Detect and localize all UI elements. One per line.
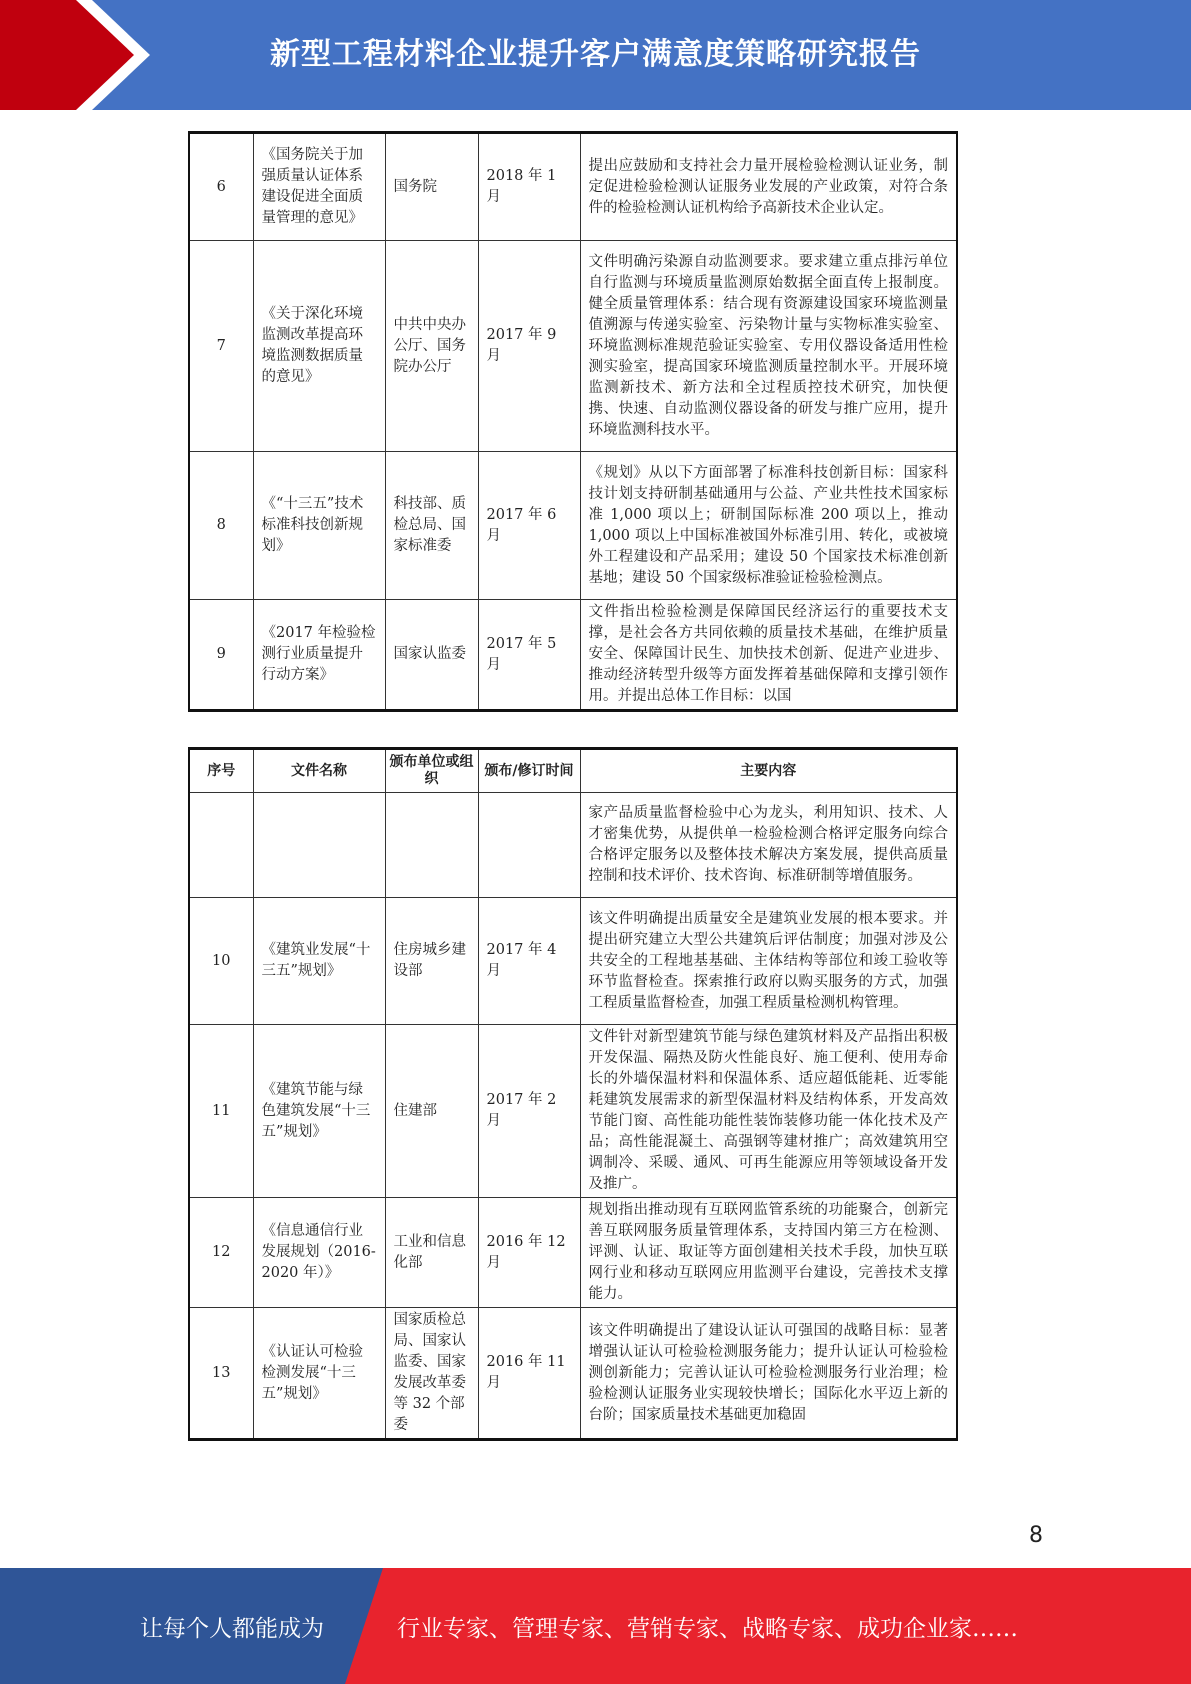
document-name: 《关于深化环境监测改革提高环境监测数据质量的意见》 bbox=[253, 241, 385, 452]
policy-table-continued bbox=[188, 131, 958, 712]
row-number: 11 bbox=[189, 1025, 253, 1198]
issuing-org: 住建部 bbox=[385, 1025, 478, 1198]
row-number: 9 bbox=[189, 600, 253, 711]
issuing-org: 国务院 bbox=[385, 133, 478, 241]
policy-table bbox=[188, 747, 958, 1441]
table-row bbox=[189, 1308, 957, 1440]
row-number bbox=[189, 793, 253, 898]
main-content: 家产品质量监督检验中心为龙头，利用知识、技术、人才密集优势，从提供单一检验检测合格评定服务向综合合格评定服务以及整体技术解决方案发展，提供高质量控制和技术评价、技术咨询、标准研制等增值服务。 bbox=[580, 793, 957, 898]
table-row bbox=[189, 452, 957, 600]
table-row bbox=[189, 133, 957, 241]
document-name: 《建筑节能与绿色建筑发展“十三五”规划》 bbox=[253, 1025, 385, 1198]
issuing-org: 住房城乡建设部 bbox=[385, 898, 478, 1025]
table-row bbox=[189, 793, 957, 898]
row-number: 13 bbox=[189, 1308, 253, 1440]
issuing-org: 科技部、质检总局、国家标准委 bbox=[385, 452, 478, 600]
main-content: 该文件明确提出质量安全是建筑业发展的根本要求。并提出研究建立大型公共建筑后评估制度；加强对涉及公共安全的工程地基基础、主体结构等部位和竣工验收等环节监督检查。探索推行政府以购买服务的方式，加强工程质量监督检查，加强工程质量检测机构管理。 bbox=[580, 898, 957, 1025]
issue-date: 2017 年 2 月 bbox=[478, 1025, 580, 1198]
row-number: 6 bbox=[189, 133, 253, 241]
issue-date: 2016 年 11 月 bbox=[478, 1308, 580, 1440]
document-name: 《信息通信行业发展规划（2016-2020 年）》 bbox=[253, 1198, 385, 1308]
issue-date: 2017 年 5 月 bbox=[478, 600, 580, 711]
table-row bbox=[189, 1025, 957, 1198]
document-name: 《国务院关于加强质量认证体系建设促进全面质量管理的意见》 bbox=[253, 133, 385, 241]
main-content: 该文件明确提出了建设认证认可强国的战略目标：显著增强认证认可检验检测服务能力；提升认证认可检验检测创新能力；完善认证认可检验检测服务行业治理；检验检测认证服务业实现较快增长；国际化水平迈上新的台阶；国家质量技术基础更加稳固 bbox=[580, 1308, 957, 1440]
table-row bbox=[189, 898, 957, 1025]
footer-banner bbox=[0, 1568, 1191, 1684]
header-issue-date: 颁布/修订时间 bbox=[478, 749, 580, 793]
document-name: 《建筑业发展“十三五”规划》 bbox=[253, 898, 385, 1025]
document-name: 《“十三五”技术标准科技创新规划》 bbox=[253, 452, 385, 600]
row-number: 12 bbox=[189, 1198, 253, 1308]
main-content: 提出应鼓励和支持社会力量开展检验检测认证业务，制定促进检验检测认证服务业发展的产业政策，对符合条件的检验检测认证机构给予高新技术企业认定。 bbox=[580, 133, 957, 241]
issue-date: 2016 年 12 月 bbox=[478, 1198, 580, 1308]
footer-slogan-left: 让每个人都能成为 bbox=[140, 1615, 324, 1642]
row-number: 8 bbox=[189, 452, 253, 600]
header-issuing-org: 颁布单位或组织 bbox=[385, 749, 478, 793]
issue-date: 2017 年 9 月 bbox=[478, 241, 580, 452]
header-document-name: 文件名称 bbox=[253, 749, 385, 793]
table-row bbox=[189, 1198, 957, 1308]
issue-date: 2018 年 1 月 bbox=[478, 133, 580, 241]
document-name: 《2017 年检验检测行业质量提升行动方案》 bbox=[253, 600, 385, 711]
main-content: 规划指出推动现有互联网监管系统的功能聚合，创新完善互联网服务质量管理体系，支持国内第三方在检测、评测、认证、取证等方面创建相关技术手段，加快互联网行业和移动互联网应用监测平台建设，完善技术支撑能力。 bbox=[580, 1198, 957, 1308]
issuing-org: 国家认监委 bbox=[385, 600, 478, 711]
table-row bbox=[189, 600, 957, 711]
issuing-org: 中共中央办公厅、国务院办公厅 bbox=[385, 241, 478, 452]
row-number: 10 bbox=[189, 898, 253, 1025]
issue-date: 2017 年 4 月 bbox=[478, 898, 580, 1025]
report-title: 新型工程材料企业提升客户满意度策略研究报告 bbox=[270, 37, 921, 72]
header-banner bbox=[0, 0, 1191, 110]
row-number: 7 bbox=[189, 241, 253, 452]
main-content: 文件针对新型建筑节能与绿色建筑材料及产品指出积极开发保温、隔热及防火性能良好、施工便利、使用寿命长的外墙保温材料和保温体系、适应超低能耗、近零能耗建筑发展需求的新型保温材料及结构体系，开发高效节能门窗、高性能功能性装饰装修功能一体化技术及产品；高性能混凝土、高强钢等建材推广；高效建筑用空调制冷、采暖、通风、可再生能源应用等领域设备开发及推广。 bbox=[580, 1025, 957, 1198]
table-row bbox=[189, 241, 957, 452]
issuing-org bbox=[385, 793, 478, 898]
header-main-content: 主要内容 bbox=[580, 749, 957, 793]
issue-date bbox=[478, 793, 580, 898]
main-content: 文件明确污染源自动监测要求。要求建立重点排污单位自行监测与环境质量监测原始数据全面直传上报制度。健全质量管理体系：结合现有资源建设国家环境监测量值溯源与传递实验室、污染物计量与实物标准实验室、环境监测标准规范验证实验室、专用仪器设备适用性检测实验室，提高国家环境监测质量控制水平。开展环境监测新技术、新方法和全过程质控技术研究，加快便携、快速、自动监测仪器设备的研发与推广应用，提升环境监测科技水平。 bbox=[580, 241, 957, 452]
document-name: 《认证认可检验检测发展“十三五”规划》 bbox=[253, 1308, 385, 1440]
header-number: 序号 bbox=[189, 749, 253, 793]
issuing-org: 工业和信息化部 bbox=[385, 1198, 478, 1308]
issuing-org: 国家质检总局、国家认监委、国家发展改革委等 32 个部委 bbox=[385, 1308, 478, 1440]
issue-date: 2017 年 6 月 bbox=[478, 452, 580, 600]
table-header-row bbox=[189, 749, 957, 793]
footer-slogan-right: 行业专家、管理专家、营销专家、战略专家、成功企业家…… bbox=[397, 1615, 1018, 1642]
page-number: 8 bbox=[1029, 1523, 1043, 1548]
document-name bbox=[253, 793, 385, 898]
main-content: 《规划》从以下方面部署了标准科技创新目标：国家科技计划支持研制基础通用与公益、产业共性技术国家标准 1,000 项以上；研制国际标准 200 项以上，推动 1,000 项以上中国标准被国外标准引用、转化，或被境外工程建设和产品采用；建设 50 个国家技术标准创新基地；建设 50 个国家级标准验证检验检测点。 bbox=[580, 452, 957, 600]
main-content: 文件指出检验检测是保障国民经济运行的重要技术支撑，是社会各方共同依赖的质量技术基础，在维护质量安全、保障国计民生、加快技术创新、促进产业进步、推动经济转型升级等方面发挥着基础保障和支撑引领作用。并提出总体工作目标：以国 bbox=[580, 600, 957, 711]
